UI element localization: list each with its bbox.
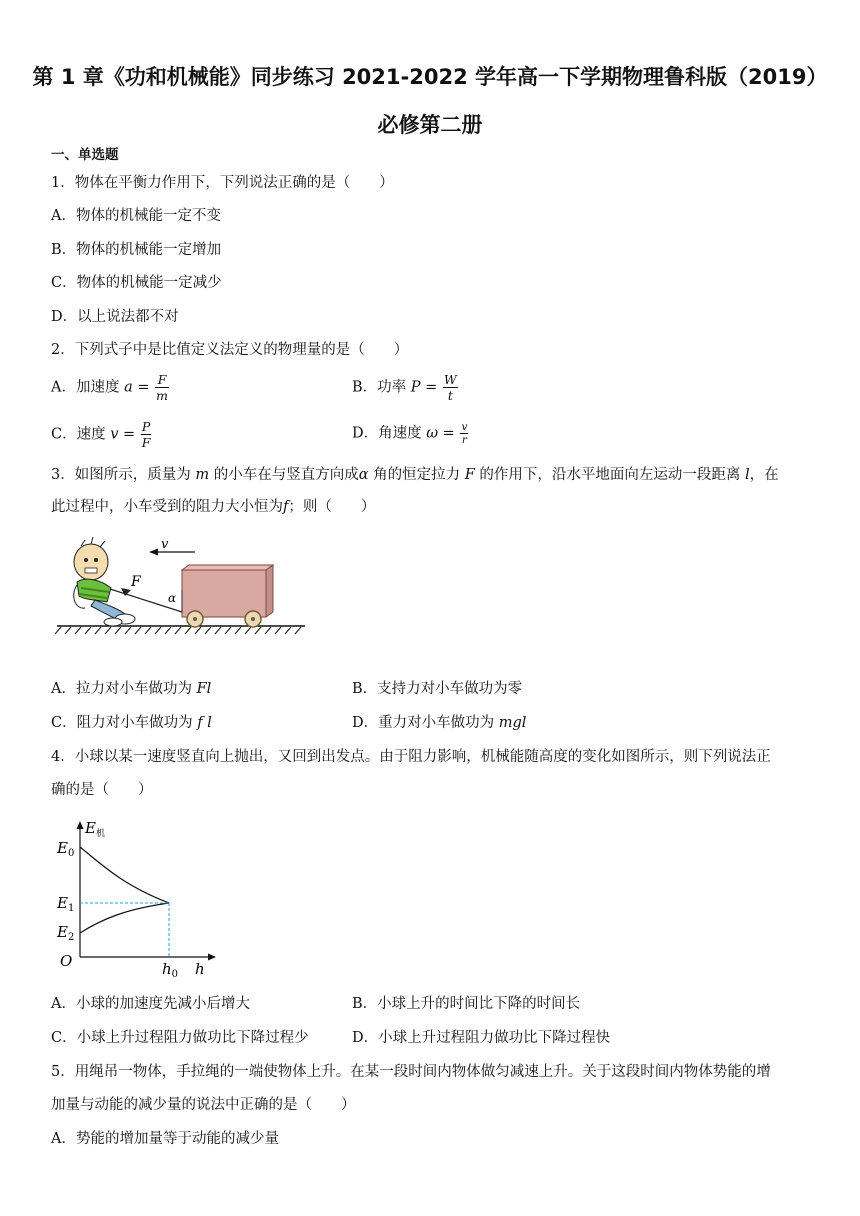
q2-option-a: A．加速度 a = $\frac{F}{m}$ bbox=[51, 372, 168, 403]
ground-hatch bbox=[55, 627, 301, 634]
q1-option-d: D．以上说法都不对 bbox=[51, 309, 179, 325]
q1-option-a: A．物体的机械能一定不变 bbox=[51, 208, 221, 224]
q4-stem-line1: 4．小球以某一速度竖直向上抛出，又回到出发点。由于阻力影响，机械能随高度的变化如图所示，则下列说法正 bbox=[51, 749, 771, 765]
q2-option-c: C．速度 v = $\frac{P}{F}$ bbox=[51, 419, 151, 450]
q5-stem-line2: 加量与动能的减少量的说法中正确的是（ ） bbox=[51, 1097, 356, 1113]
q5-option-a: A．势能的增加量等于动能的减少量 bbox=[51, 1131, 279, 1147]
q3-cart-figure bbox=[55, 530, 310, 635]
q4-energy-graph bbox=[52, 815, 222, 980]
x-axis-label: h bbox=[195, 960, 205, 978]
h0-label: $h_0$ bbox=[162, 960, 179, 980]
q3-stem-line1: 3．如图所示，质量为 m 的小车在与竖直方向成α 角的恒定拉力 F 的作用下，沿水平地面向左运动一段距离 l，在 bbox=[51, 467, 779, 483]
section-heading: 一、单选题 bbox=[51, 147, 119, 163]
downward-curve bbox=[80, 903, 169, 933]
q2-stem: 2．下列式子中是比值定义法定义的物理量的是（ ） bbox=[51, 342, 409, 358]
upward-curve bbox=[80, 847, 169, 903]
q1-stem: 1．物体在平衡力作用下，下列说法正确的是（ ） bbox=[51, 175, 394, 191]
q2-option-d: D．角速度 ω = $\frac{v}{r}$ bbox=[352, 421, 468, 446]
q4-option-a: A．小球的加速度先减小后增大 bbox=[51, 996, 250, 1012]
q4-option-b: B．小球上升的时间比下降的时间长 bbox=[352, 996, 581, 1012]
q4-option-d: D．小球上升过程阻力做功比下降过程快 bbox=[352, 1030, 611, 1046]
q1-option-c: C．物体的机械能一定减少 bbox=[51, 275, 222, 291]
y-axis-label: $E_机$ bbox=[85, 819, 105, 839]
force-label: F bbox=[131, 574, 141, 590]
q2-option-b: B．功率 P = $\frac{W}{t}$ bbox=[352, 372, 457, 403]
q3-stem-line2: 此过程中，小车受到的阻力大小恒为f；则（ ） bbox=[51, 499, 376, 515]
velocity-label: v bbox=[161, 537, 169, 552]
alpha-label: α bbox=[168, 591, 177, 605]
e2-label: $E_2$ bbox=[57, 923, 75, 943]
q4-option-c: C．小球上升过程阻力做功比下降过程少 bbox=[51, 1030, 309, 1046]
origin-label: O bbox=[60, 952, 73, 970]
velocity-arrowhead bbox=[149, 549, 158, 556]
doc-title-line1: 第 1 章《功和机械能》同步练习 2021-2022 学年高一下学期物理鲁科版（2019） bbox=[32, 65, 828, 89]
x-axis-arrowhead bbox=[208, 954, 216, 961]
y-axis-arrowhead bbox=[77, 821, 84, 829]
q1-option-b: B．物体的机械能一定增加 bbox=[51, 242, 222, 258]
q3-option-b: B．支持力对小车做功为零 bbox=[352, 681, 523, 697]
doc-title-line2: 必修第二册 bbox=[377, 113, 483, 137]
q3-option-d: D．重力对小车做功为 mgl bbox=[352, 715, 527, 731]
e1-label: $E_1$ bbox=[57, 894, 75, 914]
q3-option-a: A．拉力对小车做功为 Fl bbox=[51, 681, 212, 697]
q3-option-c: C．阻力对小车做功为 f l bbox=[51, 715, 212, 731]
e0-label: $E_0$ bbox=[57, 839, 75, 859]
q5-stem-line1: 5．用绳吊一物体，手拉绳的一端使物体上升。在某一段时间内物体做匀减速上升。关于这段时间内物体势能的增 bbox=[51, 1064, 771, 1080]
cart bbox=[182, 565, 273, 627]
q4-stem-line2: 确的是（ ） bbox=[51, 782, 153, 798]
boy-figure bbox=[74, 537, 135, 626]
